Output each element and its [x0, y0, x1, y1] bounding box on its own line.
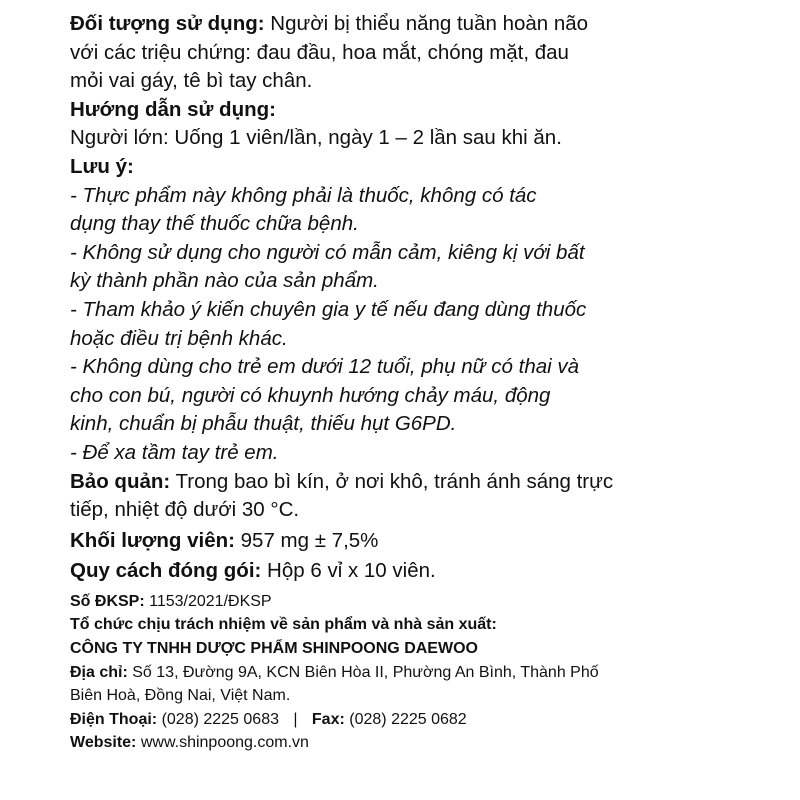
address-text-1: Số 13, Đường 9A, KCN Biên Hòa II, Phường An Bình, Thành Phố [132, 663, 599, 681]
storage-line-2: tiếp, nhiệt độ dưới 30 °C. [70, 498, 300, 522]
storage-text-1: Trong bao bì kín, ở nơi khô, tránh ánh sáng trực [175, 469, 614, 493]
phone-value: (028) 2225 0683 [161, 710, 279, 728]
warning-line: hoặc điều trị bệnh khác. [70, 326, 288, 350]
warning-line: - Không dùng cho trẻ em dưới 12 tuổi, phụ nữ có thai và [70, 355, 580, 379]
phone-label: Điện Thoại: [70, 710, 158, 728]
directions-heading [70, 96, 790, 125]
warning-line: kinh, chuẩn bị phẫu thuật, thiếu hụt G6PD. [70, 412, 457, 436]
usage-target-text-1: Người bị thiểu năng tuần hoàn não [270, 12, 589, 35]
warning-line: cho con bú, người có khuynh hướng chảy máu, động [70, 383, 551, 407]
warnings-label: Lưu ý: [70, 154, 134, 178]
registration-label: Số ĐKSP: [70, 592, 145, 610]
fax-value: (028) 2225 0682 [349, 710, 467, 728]
packaging-label: Quy cách đóng gói: [70, 559, 262, 583]
warning-line: - Để xa tầm tay trẻ em. [70, 440, 279, 464]
tablet-weight-label: Khối lượng viên: [70, 528, 235, 552]
warning-line: - Tham khảo ý kiến chuyên gia y tế nếu đang dùng thuốc [70, 297, 587, 321]
registration-value: 1153/2021/ĐKSP [149, 592, 272, 610]
warning-line: - Thực phẩm này không phải là thuốc, không có tác [70, 183, 537, 207]
company-name: CÔNG TY TNHH DƯỢC PHẨM SHINPOONG DAEWOO [70, 640, 478, 658]
storage-label: Bảo quản: [70, 469, 171, 493]
directions-label: Hướng dẫn sử dụng: [70, 97, 276, 121]
packaging-line [70, 557, 790, 586]
contact-line [70, 708, 790, 732]
website-link[interactable]: www.shinpoong.com.vn [140, 734, 309, 752]
warning-line: kỳ thành phần nào của sản phẩm. [70, 269, 379, 293]
directions-line-1: Người lớn: Uống 1 viên/lần, ngày 1 – 2 lần sau khi ăn. [70, 126, 562, 150]
warnings-heading [70, 153, 790, 182]
usage-target-label: Đối tượng sử dụng: [70, 12, 265, 35]
website-label: Website: [70, 734, 137, 752]
address-line-1 [70, 661, 790, 685]
responsible-org-label: Tổ chức chịu trách nhiệm về sản phẩm và nhà sản xuất: [70, 616, 497, 634]
warning-line: dụng thay thế thuốc chữa bệnh. [70, 212, 359, 236]
product-info-document [70, 10, 790, 755]
website-line [70, 731, 790, 755]
responsible-org-line [70, 613, 790, 637]
storage-line-1 [70, 468, 790, 497]
tablet-weight-line [70, 527, 790, 556]
company-name-line [70, 637, 790, 661]
tablet-weight-value: 957 mg ± 7,5% [240, 528, 379, 552]
packaging-value: Hộp 6 vỉ x 10 viên. [267, 559, 436, 583]
warning-line: - Không sử dụng cho người có mẫn cảm, kiêng kị với bất [70, 240, 585, 264]
registration-line [70, 590, 790, 614]
usage-target-line-1 [70, 10, 790, 39]
address-label: Địa chỉ: [70, 663, 128, 681]
contact-separator: | [293, 710, 298, 728]
usage-target-line-2: với các triệu chứng: đau đầu, hoa mắt, chóng mặt, đau [70, 40, 569, 64]
address-line-2: Biên Hoà, Đồng Nai, Việt Nam. [70, 687, 291, 705]
usage-target-line-3: mỏi vai gáy, tê bì tay chân. [70, 69, 313, 93]
fax-label: Fax: [311, 710, 345, 728]
